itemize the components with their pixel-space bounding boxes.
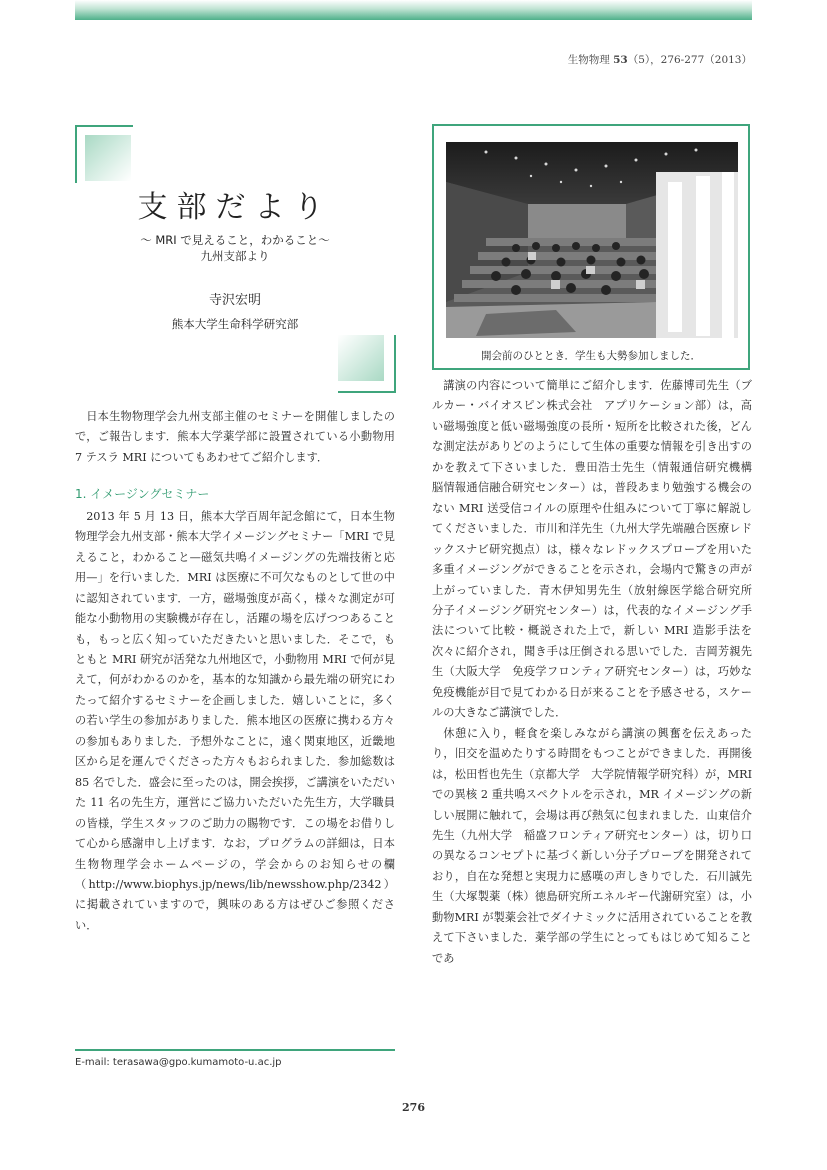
header-gradient-bar <box>75 0 752 20</box>
intro-paragraph: 日本生物物理学会九州支部主催のセミナーを開催しましたので，ご報告します．熊本大学薬学部に設置されている小動物用 7 テスラ MRI についてもあわせてご紹介します． <box>75 410 395 464</box>
article-title: 支部だより <box>137 190 333 225</box>
author-email: E-mail: terasawa@gpo.kumamoto-u.ac.jp <box>75 1057 282 1068</box>
journal-issue-pages: （5），276-277（2013） <box>627 54 752 66</box>
article-subtitle <box>75 232 395 264</box>
section-heading: 1. イメージングセミナー <box>75 487 210 502</box>
section1-paragraph: 2013 年 5 月 13 日，熊本大学百周年記念館にて，日本生物物理学会九州支部・熊本大学イメージングセミナー「MRI で見えること，わかること—磁気共鳴イメージングの先端技術と応用—」を行いました．MRI は医療に不可欠なものとして世の中に認知されています．一方，磁場強度が高く，様々な測定が可能な小動物用の実験機が存在し，活躍の場を広げつつあることも，もっと広く知っていただきたいと思いました．そこで，もともと MRI 研究が活発な九州地区で，小動物用 MRI で何が見えて，何がわかるのかを，基本的な知識から最先端の研究にわたって紹介するセミナーを企画しました．嬉しいことに，多くの若い学生の参加がありました．熊本地区の医療に携わる方々の参加もありました．予想外なことに，遠く関東地区，近畿地区から足を運んでくださった方々もおられました．参加総数は 85 名でした．盛会に至ったのは，開会挨拶，ご講演をいただいた 11 名の先生方，運営にご協力いただいた先生方，大学職員の皆様，学生スタッフのご助力の賜物です．この場をお借りして心から感謝申し上げます．なお，プログラムの詳細は，日本生物物理学会ホームページの，学会からのお知らせの欄（http://www.biophys.jp/news/lib/newsshow.php/2342）に掲載されていますので，興味のある方はぜひご参照ください． <box>75 509 395 932</box>
footnote-divider <box>75 1049 395 1051</box>
lectures-paragraph: 講演の内容について簡単にご紹介します．佐藤博司先生（ブルカー・バイオスピン株式会社 アプリケーション部）は，高い磁場強度と低い磁場強度の長所・短所を比較された後，どんな測定法がありどのようにして生体の重要な情報を引き出すのかを教えて下さいました．豊田浩士先生（情報通信研究機構 脳情報通信融合研究センター）は，普段あまり勉強する機会のない MRI 送受信コイルの原理や仕組みについて丁寧に解説してくださいました．市川和洋先生（九州大学先端融合医療レドックスナビ研究拠点）は，様々なレドックスプローブを用いた多重イメージングができることを示され，会場内で驚きの声が上がっていました．青木伊知男先生（放射線医学総合研究所 分子イメージング研究センター）は，代表的なイメージング手法について比較・概説された上で，新しい MRI 造影手法を次々に紹介され，聞き手は圧倒される思いでした．吉岡芳親先生（大阪大学 免疫学フロンティア研究センター）は，巧妙な免疫機能が目で見てわかる日が来ることを予感させる，スケールの大きなご講演でした． <box>432 379 764 720</box>
seminar-hall-photo <box>446 142 738 338</box>
subtitle-line-1: ～ MRI で見えること，わかること～ <box>140 233 330 247</box>
author-affiliation: 熊本大学生命科学研究部 <box>171 317 299 331</box>
journal-citation <box>568 52 752 67</box>
break-paragraph: 休憩に入り，軽食を楽しみながら講演の興奮を伝えあったり，旧交を温めたりする時間をもつことができました．再開後は，松田哲也先生（京都大学 大学院情報学研究科）が，MRI での異核 2 重共鳴スペクトルを示され，MR イメージングの新しい展開に触れて，会場は再び熱気に包まれました．山東信介先生（九州大学 稲盛フロンティア研究センター）は，切り口の異なるコンセプトに基づく新しい分子プローブを開発されており，自在な発想と実現力に感嘆の声しきりでした．石川誠先生（大塚製薬（株）徳島研究所エネルギー代謝研究室）は，小動物MRI が製薬会社でダイナミックに活用されていることを教えて下さいました．薬学部の学生にとってもはじめて知ることであ <box>432 726 752 965</box>
journal-name: 生物物理 <box>567 54 610 66</box>
figure-frame <box>432 124 750 370</box>
subtitle-line-2: 九州支部より <box>200 249 270 263</box>
title-ornament-bottom <box>338 335 396 393</box>
author-name: 寺沢宏明 <box>208 293 261 308</box>
figure-caption: 開会前のひととき．学生も大勢参加しました． <box>480 350 702 362</box>
title-ornament-top <box>75 125 133 183</box>
page-number: 276 <box>402 1101 425 1114</box>
left-column <box>75 407 395 936</box>
lecture-hall-illustration <box>446 142 738 338</box>
journal-volume: 53 <box>613 54 628 66</box>
right-column <box>432 376 764 969</box>
